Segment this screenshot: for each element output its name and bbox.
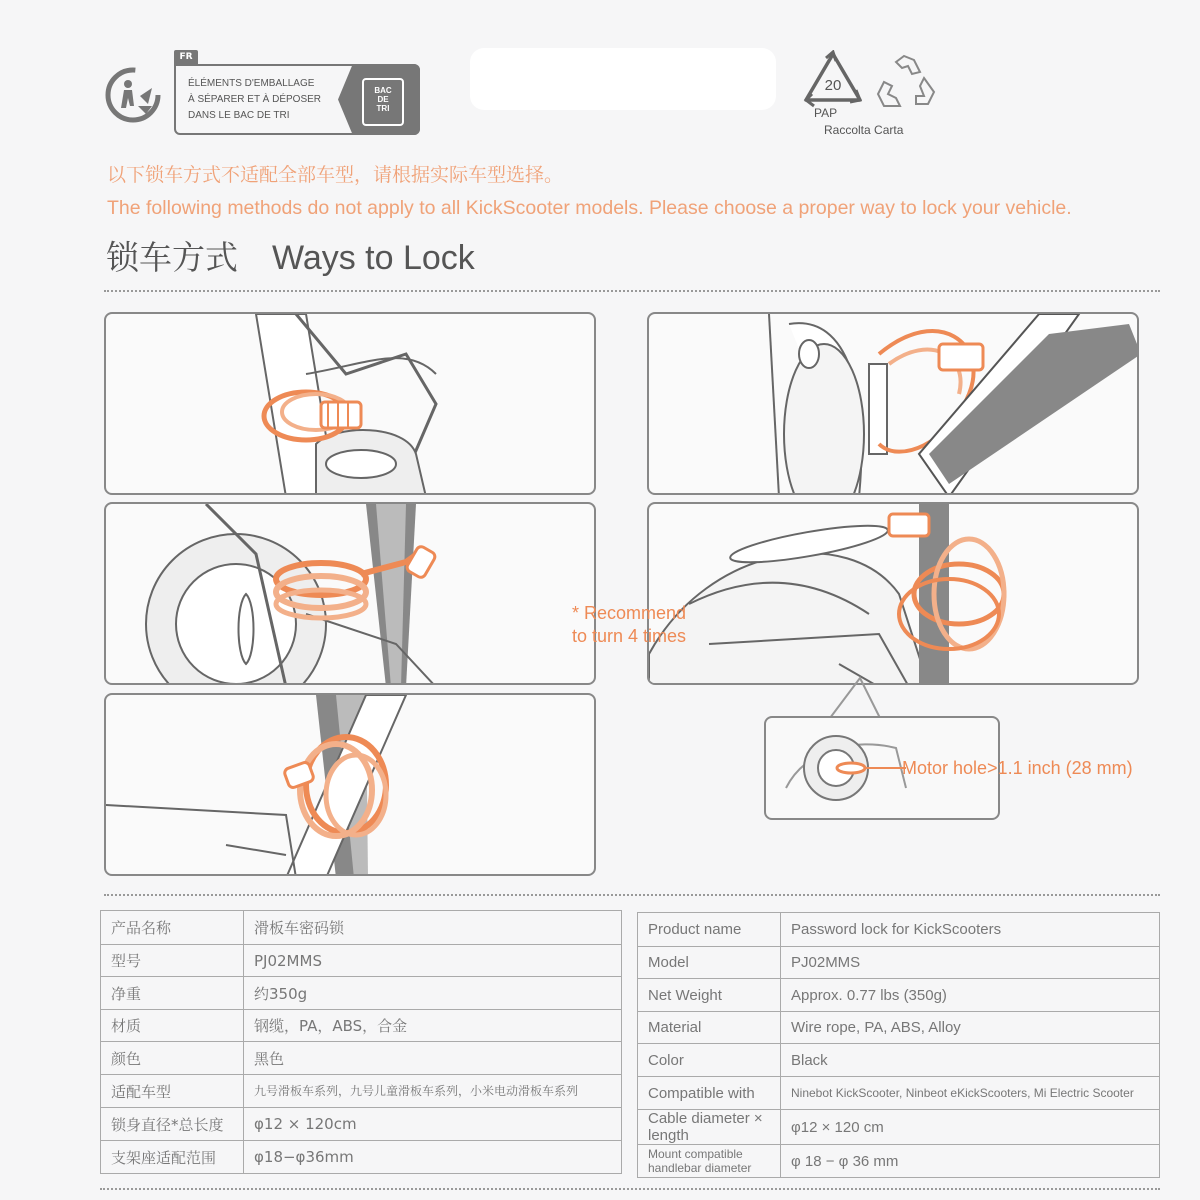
spec-row: [638, 947, 1160, 979]
spec-value: φ 18 − φ 36 mm: [781, 1145, 1160, 1178]
illustration-fork-lock: [104, 502, 596, 685]
spec-row: [638, 913, 1160, 947]
spec-label: Compatible with: [638, 1077, 781, 1110]
section-title-en: Ways to Lock: [272, 239, 475, 277]
spec-row: [638, 1077, 1160, 1110]
divider-middle: [104, 894, 1160, 896]
spec-value: PJ02MMS: [244, 945, 622, 977]
recommend-line-2: to turn 4 times: [571, 626, 686, 646]
recycle-number: 20: [824, 77, 842, 94]
illustration-motor-hole-lock: [647, 502, 1139, 685]
spec-value: PJ02MMS: [781, 947, 1160, 979]
spec-row: [638, 979, 1160, 1012]
spec-label: Product name: [638, 913, 781, 947]
sorting-bin-icon: [362, 78, 404, 126]
fr-tag: FR: [174, 50, 198, 64]
illustration-frame-lock: [104, 693, 596, 876]
spec-row: [638, 1044, 1160, 1077]
illustration-wheel-lock: [647, 312, 1139, 495]
bac-line-2: DE: [377, 95, 389, 104]
spec-value: 黑色: [244, 1042, 622, 1075]
spec-value: Wire rope, PA, ABS, Alloy: [781, 1012, 1160, 1044]
recycle-icon: [874, 52, 940, 116]
fr-sorting-text: [188, 76, 348, 124]
white-sticker: [470, 48, 776, 110]
spec-value: φ18−φ36mm: [244, 1141, 622, 1174]
recommend-note: [552, 602, 686, 648]
spec-label: Color: [638, 1044, 781, 1077]
spec-value: 钢缆，PA，ABS，合金: [244, 1010, 622, 1042]
spec-value: Black: [781, 1044, 1160, 1077]
spec-row: [101, 1108, 622, 1141]
spec-row: [101, 911, 622, 945]
bac-line-3: TRI: [376, 104, 390, 113]
section-title-cn: 锁车方式: [106, 238, 238, 277]
triman-recycling-logo: [104, 66, 162, 124]
motor-hole-label: Motor hole>1.1 inch (28 mm): [902, 758, 1133, 778]
recommend-line-1: * Recommend: [571, 603, 686, 623]
spec-value: 九号滑板车系列，九号儿童滑板车系列，小米电动滑板车系列: [244, 1075, 622, 1108]
notice-en: The following methods do not apply to all KickScooter models. Please choose a proper way to lock your vehicle.: [107, 197, 1072, 219]
spec-row: [101, 977, 622, 1010]
illustration-stem-lock: [104, 312, 596, 495]
spec-label: Mount compatible handlebar diameter: [638, 1145, 781, 1178]
spec-label: 颜色: [101, 1042, 244, 1075]
spec-value: Password lock for KickScooters: [781, 913, 1160, 947]
fr-line-1: ÉLÉMENTS D'EMBALLAGE: [188, 78, 315, 89]
recycle-20-icon: [800, 50, 866, 110]
bac-line-1: BAC: [374, 86, 392, 95]
spec-label: Model: [638, 947, 781, 979]
divider-bottom: [100, 1188, 1160, 1190]
spec-label: 型号: [101, 945, 244, 977]
spec-row: [101, 1075, 622, 1108]
spec-label: Material: [638, 1012, 781, 1044]
spec-label: Net Weight: [638, 979, 781, 1012]
spec-table-en: [637, 912, 1160, 1178]
spec-label: Cable diameter × length: [638, 1110, 781, 1145]
spec-label: 锁身直径*总长度: [101, 1108, 244, 1141]
spec-label: 支架座适配范围: [101, 1141, 244, 1174]
spec-label: 净重: [101, 977, 244, 1010]
spec-value: 约350g: [244, 977, 622, 1010]
spec-row: [638, 1012, 1160, 1044]
spec-label: 适配车型: [101, 1075, 244, 1108]
recycle-caption: Raccolta Carta: [824, 123, 904, 137]
spec-row: [638, 1145, 1160, 1178]
spec-row: [101, 1042, 622, 1075]
spec-value: φ12 × 120cm: [244, 1108, 622, 1141]
spec-table-cn: [100, 910, 622, 1174]
spec-label: 产品名称: [101, 911, 244, 945]
section-title: [106, 232, 475, 279]
spec-row: [101, 1141, 622, 1174]
spec-row: [638, 1110, 1160, 1145]
spec-label: 材质: [101, 1010, 244, 1042]
spec-value: Approx. 0.77 lbs (350g): [781, 979, 1160, 1012]
recycle-code: PAP: [814, 106, 838, 120]
divider-top: [104, 290, 1160, 292]
spec-row: [101, 1010, 622, 1042]
spec-value: Ninebot KickScooter, Ninbeot eKickScooters, Mi Electric Scooter: [781, 1077, 1160, 1110]
notice-cn: 以下锁车方式不适配全部车型，请根据实际车型选择。: [107, 164, 564, 186]
spec-value: 滑板车密码锁: [244, 911, 622, 945]
fr-line-2: À SÉPARER ET À DÉPOSER: [188, 94, 322, 105]
fr-line-3: DANS LE BAC DE TRI: [188, 110, 290, 121]
spec-value: φ12 × 120 cm: [781, 1110, 1160, 1145]
spec-row: [101, 945, 622, 977]
